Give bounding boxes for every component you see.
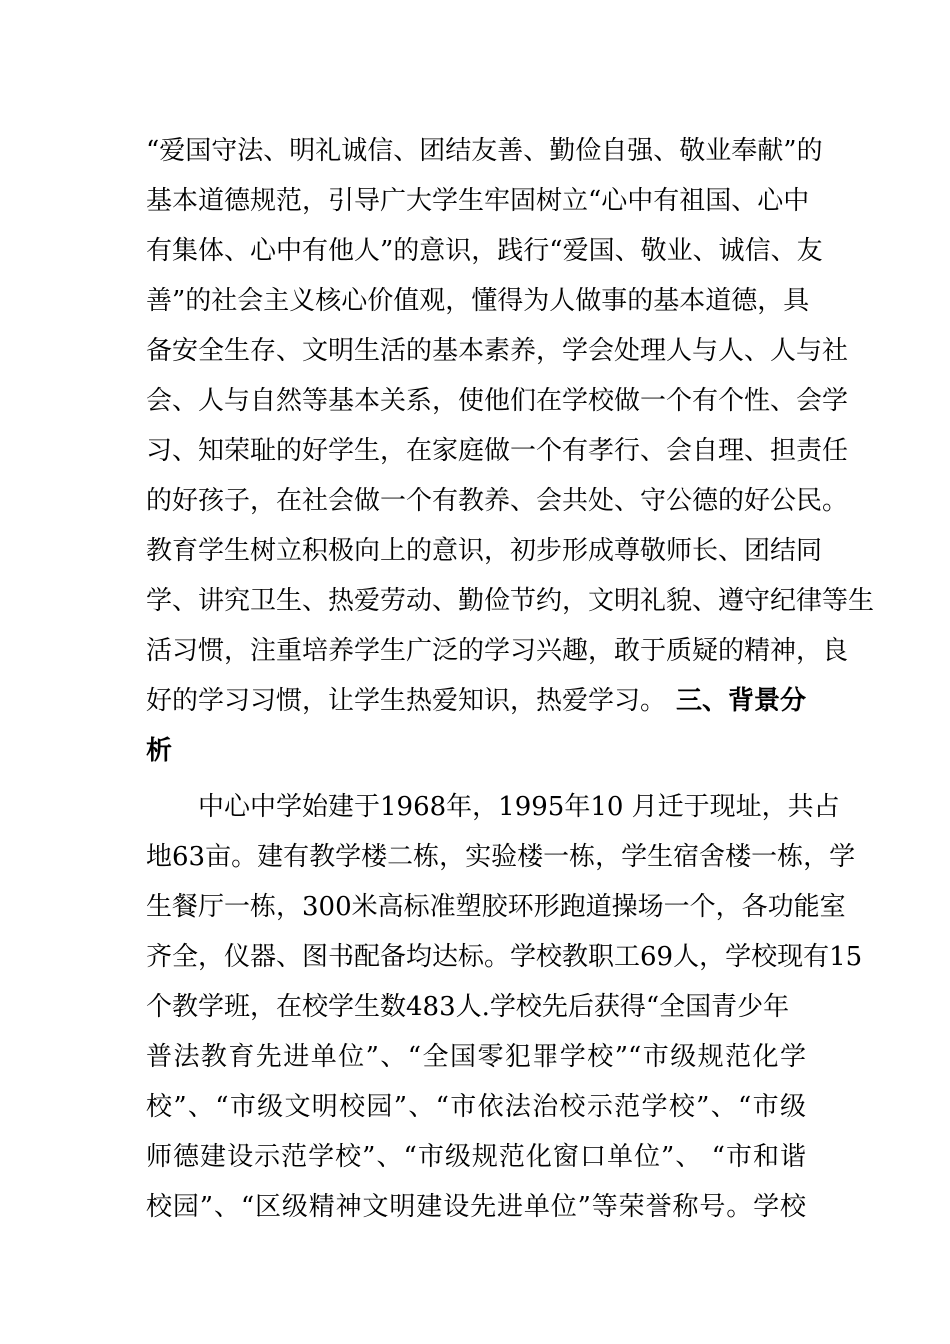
- paragraph-line: 基本道德规范，引导广大学生牢固树立“心中有祖国、心中: [146, 186, 810, 216]
- section-paragraph-line: 中心中学始建于1968年，1995年10 月迁于现址，共占: [198, 792, 840, 822]
- section-paragraph-line: 齐全，仪器、图书配备均达标。学校教职工69人，学校现有15: [146, 942, 863, 972]
- section-paragraph-line: 师德建设示范学校”、“市级规范化窗口单位”、 “市和谐: [146, 1142, 806, 1172]
- paragraph-line: 善”的社会主义核心价值观，懂得为人做事的基本道德，具: [146, 286, 810, 316]
- section-paragraph-line: 个教学班，在校学生数483人.学校先后获得“全国青少年: [146, 992, 790, 1022]
- section-paragraph-line: 地63亩。建有教学楼二栋，实验楼一栋，学生宿舍楼一栋，学: [146, 842, 856, 872]
- section-paragraph-line: 校园”、“区级精神文明建设先进单位”等荣誉称号。学校: [146, 1192, 806, 1222]
- paragraph-line-with-heading: [146, 676, 806, 726]
- paragraph-line: 活习惯，注重培养学生广泛的学习兴趣，敢于质疑的精神，良: [146, 636, 849, 666]
- paragraph-text: 好的学习习惯，让学生热爱知识，热爱学习。: [146, 686, 667, 716]
- paragraph-line: 有集体、心中有他人”的意识，践行“爱国、敬业、诚信、友: [146, 236, 823, 266]
- section-paragraph-line: 普法教育先进单位”、“全国零犯罪学校”“市级规范化学: [146, 1042, 806, 1072]
- paragraph-line: 教育学生树立积极向上的意识，初步形成尊敬师长、团结同: [146, 536, 823, 566]
- section-paragraph-line: 生餐厅一栋，300米高标准塑胶环形跑道操场一个，各功能室: [146, 892, 846, 922]
- section-paragraph-line: 校”、“市级文明校园”、“市依法治校示范学校”、“市级: [146, 1092, 806, 1122]
- paragraph-line: “爱国守法、明礼诚信、团结友善、勤俭自强、敬业奉献”的: [146, 136, 823, 166]
- paragraph-line: 学、讲究卫生、热爱劳动、勤俭节约，文明礼貌、遵守纪律等生: [146, 586, 875, 616]
- paragraph-line: 的好孩子，在社会做一个有教养、会共处、守公德的好公民。: [146, 486, 849, 516]
- section-heading-continuation: 析: [146, 736, 173, 766]
- paragraph-line: 会、人与自然等基本关系，使他们在学校做一个有个性、会学: [146, 386, 849, 416]
- paragraph-line: 习、知荣耻的好学生，在家庭做一个有孝行、会自理、担责任: [146, 436, 849, 466]
- paragraph-line: 备安全生存、文明生活的基本素养，学会处理人与人、人与社: [146, 336, 849, 366]
- section-heading: 三、背景分: [675, 686, 806, 716]
